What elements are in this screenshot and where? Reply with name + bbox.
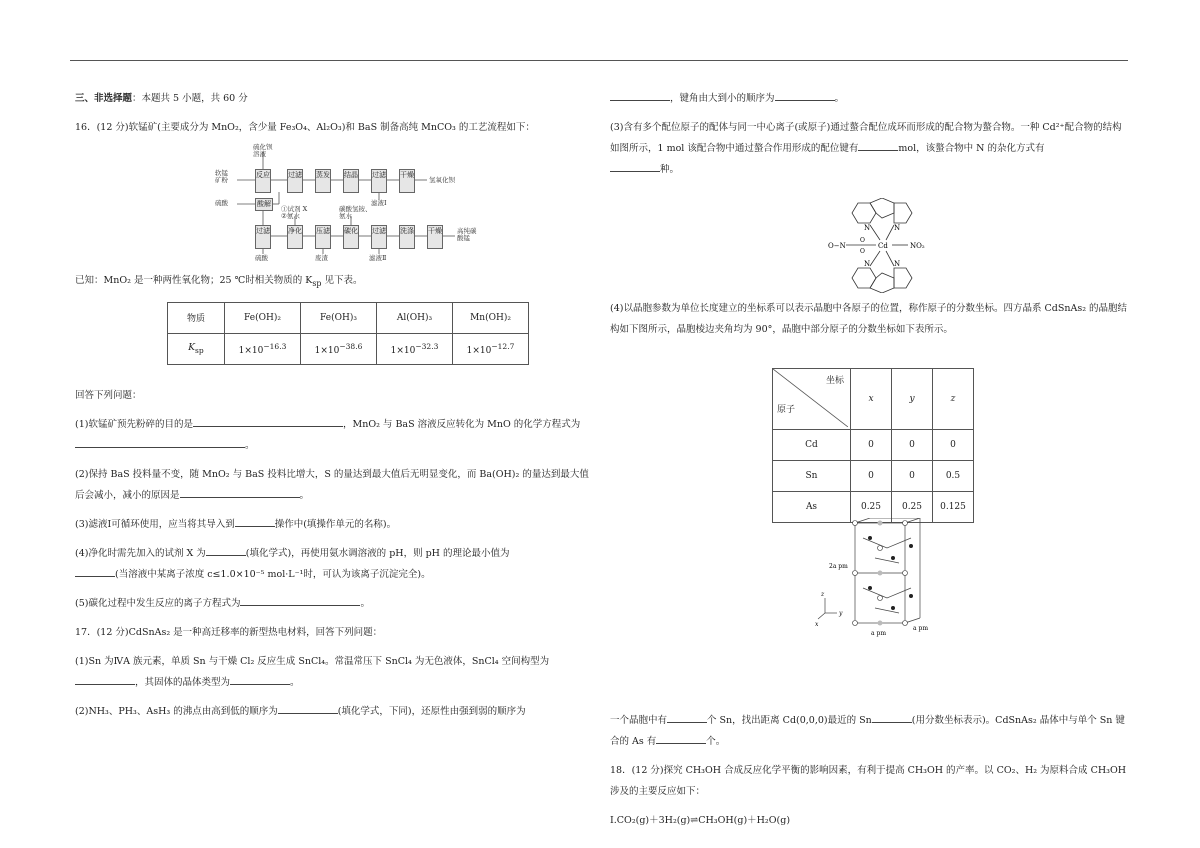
table-row — [773, 369, 974, 430]
q16-intro: 16．(12 分)软锰矿(主要成分为 MnO₂，含少量 Fe₃O₄、Al₂O₃)和 BaS 制备高纯 MnCO₃ 的工艺流程如下： — [75, 122, 535, 133]
table-header: x — [851, 369, 892, 430]
q16-part3: (3)滤液Ⅰ可循环使用，应当将其导入到 操作中(填操作单元的名称)。 — [75, 514, 595, 535]
top-rule — [70, 60, 1128, 61]
flow-step-dry1: 干燥 — [399, 169, 415, 193]
table-cell: Sn — [773, 461, 851, 492]
table-row — [773, 461, 974, 492]
flow-step-react: 反应 — [255, 169, 271, 193]
cd-complex-structure — [828, 198, 938, 293]
q16-part1: (1)软锰矿预先粉碎的目的是 ，MnO₂ 与 BaS 溶液反应转化为 MnO 的化学方程式为 。 — [75, 414, 595, 456]
q17-intro: 17．(12 分)CdSnAs₂ 是一种高迁移率的新型热电材料，回答下列问题： — [75, 626, 383, 638]
flow-reagent-nh4hco3: 碳酸氢铵、 氨水 — [339, 205, 372, 220]
answer-blank[interactable] — [240, 595, 360, 606]
table-cell: 0 — [892, 430, 933, 461]
right-column — [610, 88, 1130, 831]
section-heading: 三、非选择题：本题共 5 小题，共 60 分 — [75, 93, 248, 104]
table-cell: 0.5 — [933, 461, 974, 492]
answer-prompt: 回答下列问题： — [75, 389, 142, 401]
q17-part1: (1)Sn 为ⅣA 族元素，单质 Sn 与干燥 Cl₂ 反应生成 SnCl₄。常温常压下 SnCl₄ 为无色液体，SnCl₄ 空间构型为 ，其固体的晶体类型为 。 — [75, 655, 550, 688]
mol-n4: N — [894, 260, 901, 268]
process-flow-diagram — [215, 144, 475, 262]
flow-step-press: 压滤 — [315, 225, 331, 249]
left-column — [75, 88, 595, 722]
mol-no3-group: O−N — [828, 242, 846, 250]
fractional-coordinate-table — [772, 368, 974, 523]
mol-cd-center: Cd — [878, 242, 888, 250]
flow-output-mnco3: 高纯碳 酸锰 — [457, 227, 477, 242]
table-cell: $1\times 10^{-12.7}$ — [453, 333, 529, 364]
mol-n1: N — [864, 224, 871, 232]
table-header: y — [892, 369, 933, 430]
flow-bottom-waste: 废渣 — [315, 254, 328, 262]
table-cell: 0 — [892, 461, 933, 492]
cell-height-label: 2a pm — [829, 563, 848, 570]
answer-blank[interactable] — [180, 487, 300, 498]
answer-blank[interactable] — [667, 712, 707, 723]
answer-blank[interactable] — [193, 416, 343, 427]
axis-x-label: x — [815, 621, 819, 628]
answer-blank[interactable] — [775, 90, 835, 101]
cell-depth-label: a pm — [913, 625, 929, 632]
mol-n3: N — [864, 260, 871, 268]
table-header: Al(OH)₃ — [377, 302, 453, 333]
table-header: z — [933, 369, 974, 430]
flow-step-filter2: 过滤 — [371, 169, 387, 193]
table-cell: 0 — [851, 430, 892, 461]
flow-reagent-x: ①试剂 X ②氨水 — [281, 205, 308, 220]
q18-reaction-1: Ⅰ.CO₂(g)＋3H₂(g)⇌CH₃OH(g)＋H₂O(g) — [610, 815, 791, 826]
flow-step-acid: 酸解 — [255, 198, 273, 211]
table-row — [773, 430, 974, 461]
answer-blank[interactable] — [610, 161, 660, 172]
mol-o2: O — [860, 248, 865, 255]
flow-input-acid: 硫酸 — [215, 199, 228, 207]
table-header: Mn(OH)₂ — [453, 302, 529, 333]
q16-part4: (4)净化时需先加入的试剂 X 为 (填化学式)，再使用氨水调溶液的 pH，则 pH 的理论最小值为 (当溶液中某离子浓度 c≤1.0×10⁻⁵ mol·L⁻¹时，可认为该离子沉淀完全)。 — [75, 543, 595, 585]
axis-z-label: z — [821, 591, 825, 598]
mol-o1: O — [860, 237, 865, 244]
table-cell: 0 — [851, 461, 892, 492]
table-row — [168, 333, 529, 364]
flow-step-dry2: 干燥 — [427, 225, 443, 249]
q16-known: 已知：MnO₂ 是一种两性氧化物；25 ℃时相关物质的 $K_{sp}$ 见下表。 — [75, 275, 363, 288]
q18-intro: 18．(12 分)探究 CH₃OH 合成反应化学平衡的影响因素，有利于提高 CH₃OH 的产率。以 CO₂、H₂ 为原料合成 CH₃OH 涉及的主要反应如下： — [610, 765, 1127, 797]
flow-filtrate-1: 滤液Ⅰ — [371, 199, 387, 207]
table-cell: 0.25 — [851, 492, 892, 523]
ksp-table — [167, 302, 529, 365]
flow-input-bas: 硫化钡 溶液 — [253, 143, 273, 158]
answer-blank[interactable] — [278, 703, 338, 714]
table-cell: $1\times 10^{-38.6}$ — [301, 333, 377, 364]
flow-step-purify: 净化 — [287, 225, 303, 249]
flow-bottom-filtrate: 滤液Ⅱ — [369, 254, 387, 262]
flow-step-crystallize: 结晶 — [343, 169, 359, 193]
table-cell: 0 — [933, 430, 974, 461]
mol-n2: N — [894, 224, 901, 232]
table-cell: $1\times 10^{-32.3}$ — [377, 333, 453, 364]
table-cell: As — [773, 492, 851, 523]
answer-blank[interactable] — [75, 674, 135, 685]
cell-width-label: a pm — [871, 630, 887, 637]
answer-blank[interactable] — [75, 566, 115, 577]
q17-part3: (3)含有多个配位原子的配体与同一中心离子(或原子)通过螯合配位成环而形成的配合物为螯合物。一种 Cd²⁺配合物的结构如图所示，1 mol 该配合物中通过螯合作用形成的配位键有 mol，该螯合物中 N 的杂化方式有 种。 — [610, 122, 1122, 175]
table-cell: $K_{sp}$ — [168, 333, 225, 364]
q16-part2: (2)保持 BaS 投料量不变，随 MnO₂ 与 BaS 投料比增大，S 的量达到最大值后无明显变化，而 Ba(OH)₂ 的量达到最大值后会减小，减小的原因是 。 — [75, 468, 589, 501]
table-row — [168, 302, 529, 333]
table-cell: 0.125 — [933, 492, 974, 523]
table-corner-cell: 坐标 原子 — [773, 369, 851, 430]
q16-part5: (5)碳化过程中发生反应的离子方程式为 。 — [75, 593, 595, 614]
q17-part4: (4)以晶胞参数为单位长度建立的坐标系可以表示晶胞中各原子的位置，称作原子的分数坐标。四方晶系 CdSnAs₂ 的晶胞结构如下图所示，晶胞棱边夹角均为 90°，晶胞中部分原子的分数坐标如下表所示。 — [610, 303, 1128, 335]
answer-blank[interactable] — [872, 712, 912, 723]
flow-output-baoh2: 氢氧化钡 — [429, 176, 455, 184]
mol-no2-group: NO₂ — [910, 242, 925, 250]
answer-blank[interactable] — [858, 140, 898, 151]
q17-part5: 一个晶胞中有 个 Sn，找出距离 Cd(0,0,0)最近的 Sn (用分数坐标表示)。CdSnAs₂ 晶体中与单个 Sn 键合的 As 有 个。 — [610, 710, 1130, 752]
table-cell: 0.25 — [892, 492, 933, 523]
q17-part2-cont: ，键角由大到小的顺序为 。 — [610, 88, 1130, 109]
crystal-unit-cell — [815, 518, 945, 638]
table-header: Fe(OH)₃ — [301, 302, 377, 333]
flow-step-wash: 洗涤 — [399, 225, 415, 249]
answer-blank[interactable] — [610, 90, 670, 101]
flow-step-filter4: 过滤 — [371, 225, 387, 249]
flow-input-ore: 软锰 矿粉 — [215, 169, 228, 184]
answer-blank[interactable] — [235, 516, 275, 527]
flow-step-carbonize: 碳化 — [343, 225, 359, 249]
flow-bottom-acid: 硫酸 — [255, 254, 268, 262]
flow-step-evaporate: 蒸发 — [315, 169, 331, 193]
answer-blank[interactable] — [230, 674, 290, 685]
table-header: Fe(OH)₂ — [225, 302, 301, 333]
flow-step-filter3: 过滤 — [255, 225, 271, 249]
axis-y-label: y — [839, 610, 843, 617]
answer-blank[interactable] — [206, 545, 246, 556]
flow-step-filter1: 过滤 — [287, 169, 303, 193]
answer-blank[interactable] — [75, 437, 245, 448]
table-cell: Cd — [773, 430, 851, 461]
answer-blank[interactable] — [656, 733, 706, 744]
table-header: 物质 — [168, 302, 225, 333]
q17-part2: (2)NH₃、PH₃、AsH₃ 的沸点由高到低的顺序为 (填化学式，下同)，还原性由强到弱的顺序为 — [75, 701, 595, 722]
table-cell: $1\times 10^{-16.3}$ — [225, 333, 301, 364]
